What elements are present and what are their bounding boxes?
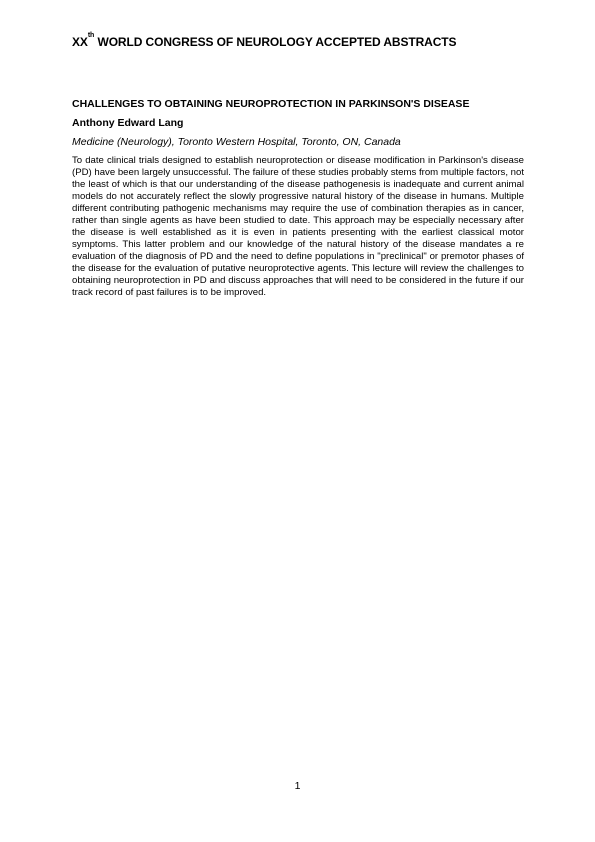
header-title: WORLD CONGRESS OF NEUROLOGY ACCEPTED ABSTRACTS [94, 35, 457, 49]
header-superscript: th [87, 32, 95, 39]
abstract-title: CHALLENGES TO OBTAINING NEUROPROTECTION IN PARKINSON'S DISEASE [72, 98, 470, 110]
running-header [72, 32, 457, 49]
author-name: Anthony Edward Lang [72, 117, 184, 129]
page-number: 1 [294, 780, 301, 792]
header-prefix: XX [72, 35, 88, 49]
abstract-body: To date clinical trials designed to establish neuroprotection or disease modification in Parkinson's disease (PD) have been largely unsuccessful. The failure of these studies probably stems from multiple factors, not the least of which is that our understanding of the disease pathogenesis is inadequate and current animal models do not accurately reflect the slowly progressive natural history of the disease in humans. Multiple different contributing pathogenic mechanisms may require the use of combination therapies as in cancer, rather than single agents as have been studied to date. This approach may be especially necessary after the disease is well established as it is even in patients presenting with the earliest classical motor symptoms. This latter problem and our knowledge of the natural history of the disease mandates a re evaluation of the diagnosis of PD and the need to define populations in "preclinical" or premotor phases of the disease for the evaluation of putative neuroprotective agents. This lecture will review the challenges to obtaining neuroprotection in PD and discuss approaches that will need to be considered in the future if our track record of past failures is to be improved. [72, 155, 525, 298]
author-affiliation: Medicine (Neurology), Toronto Western Hospital, Toronto, ON, Canada [72, 136, 401, 148]
